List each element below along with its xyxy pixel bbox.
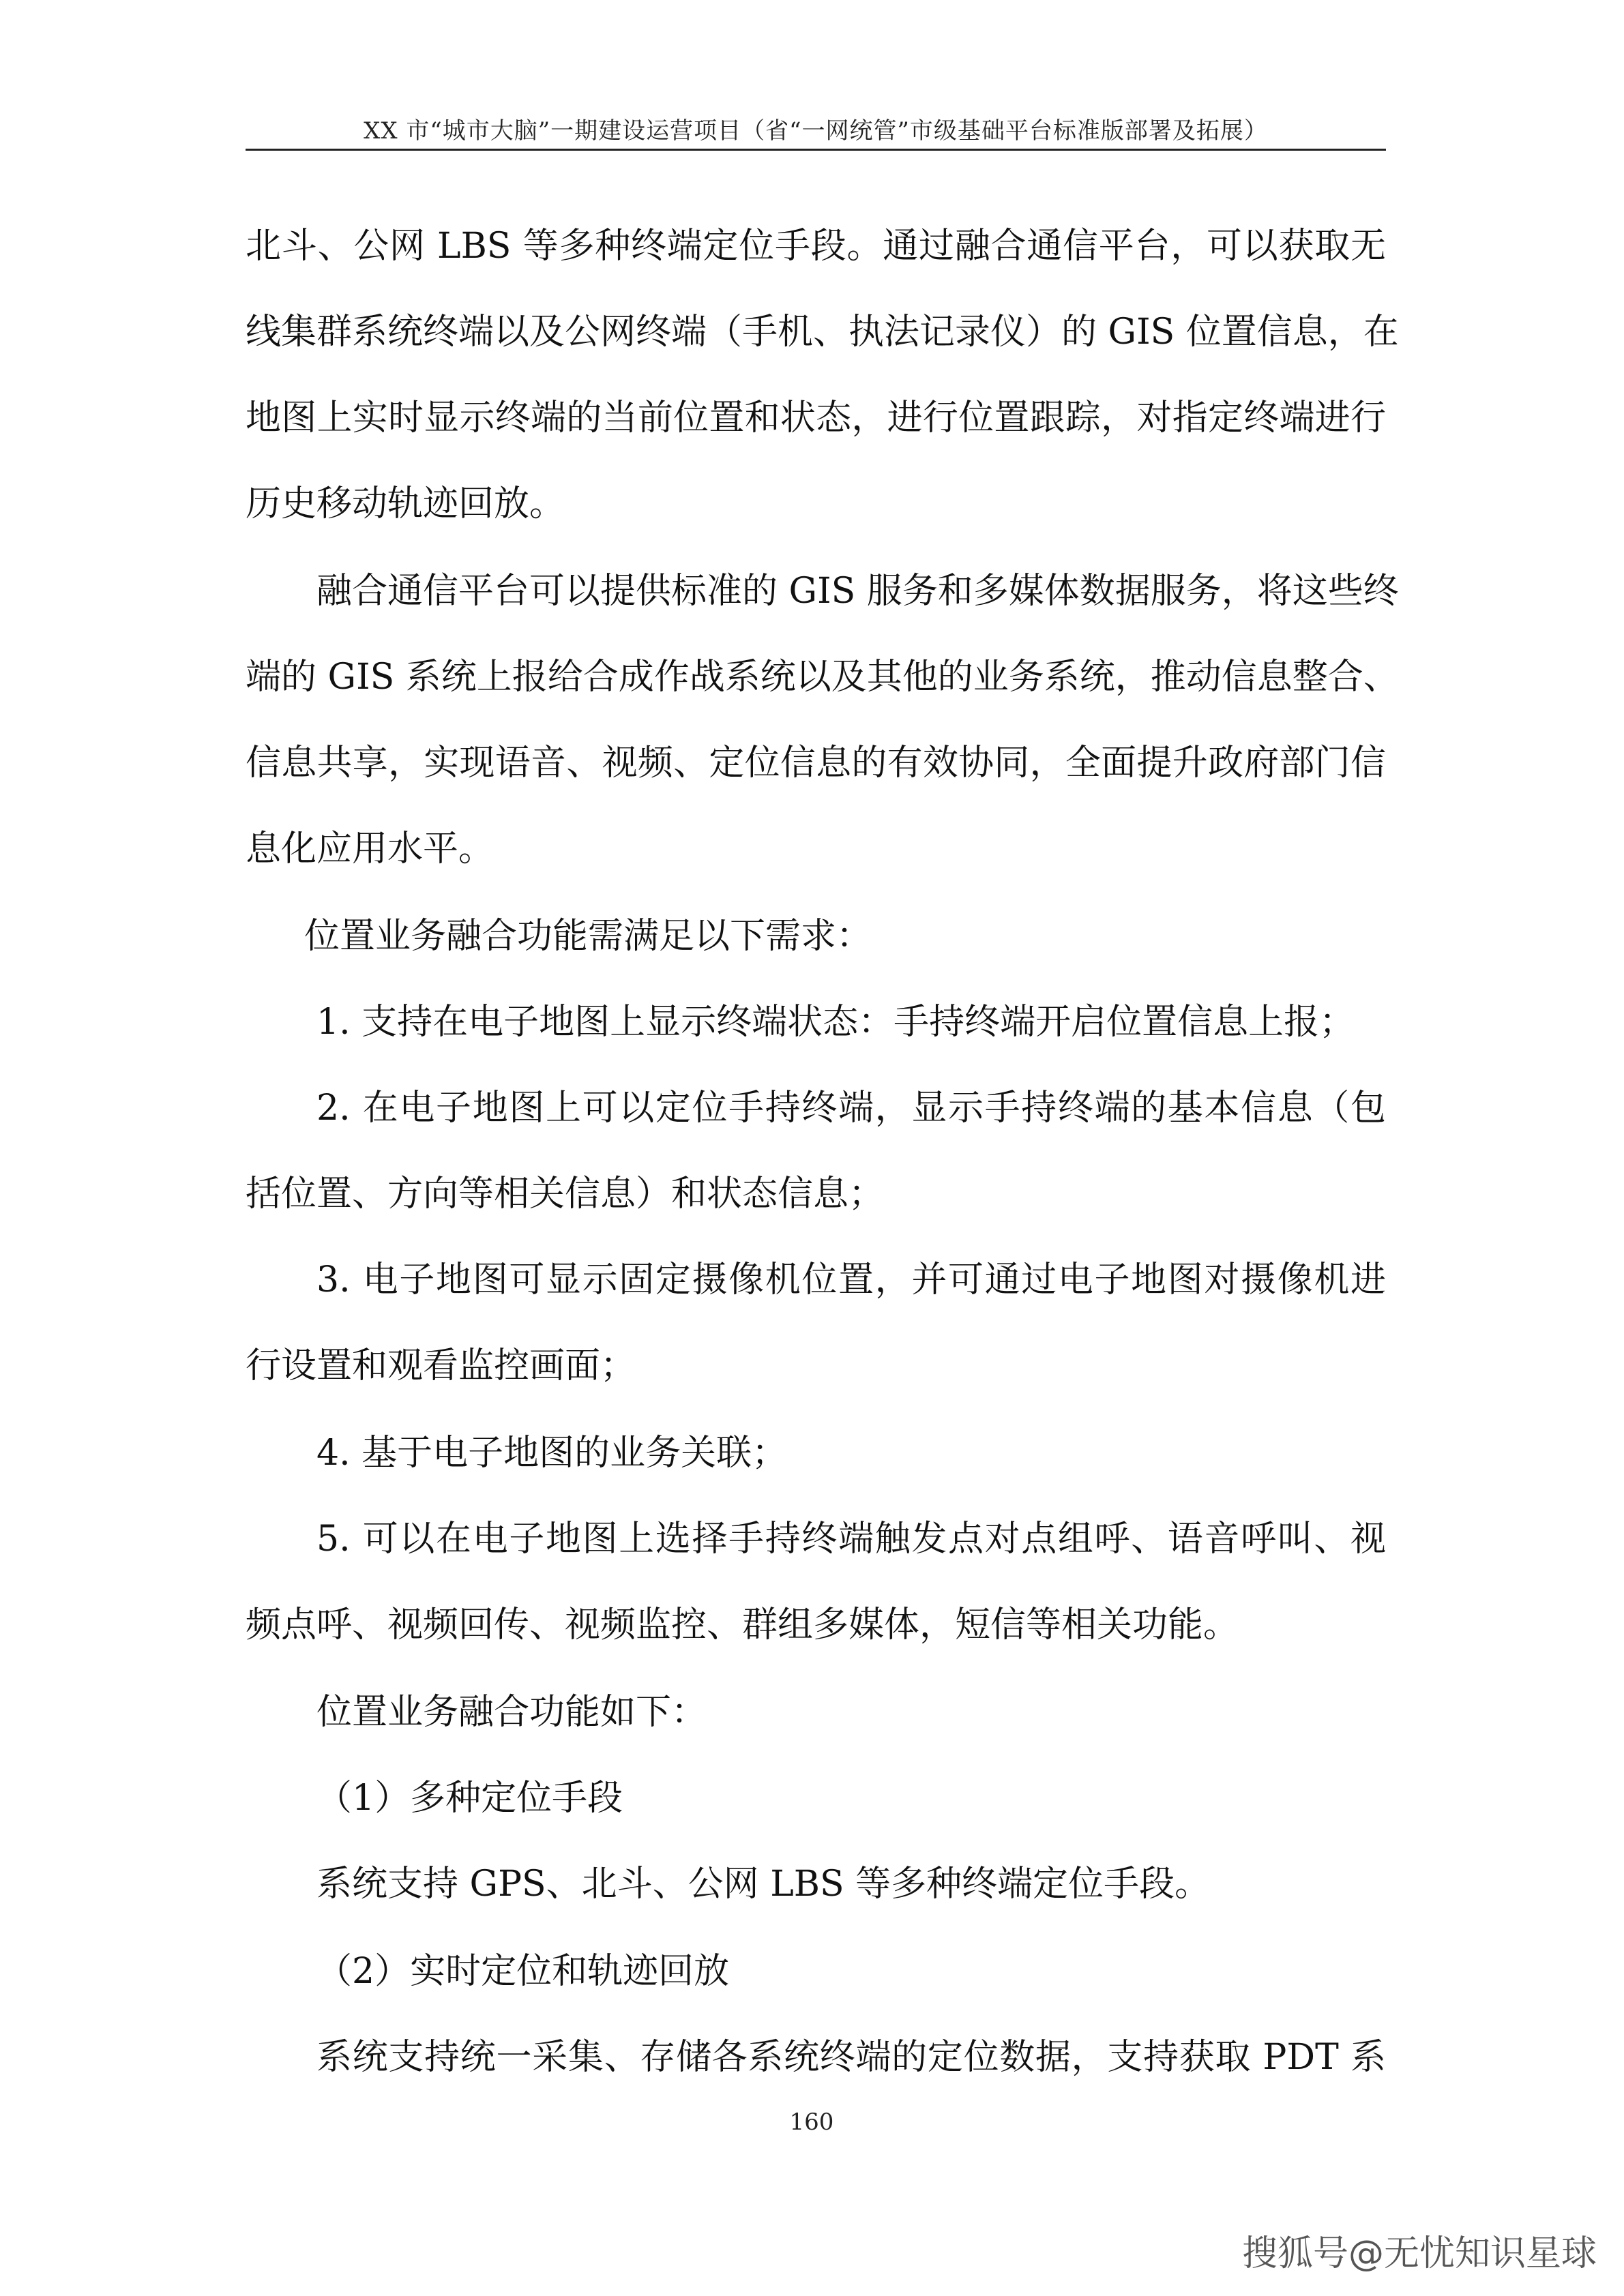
page-number: 160 [789, 2108, 834, 2136]
requirement-item: 4. 基于电子地图的业务关联； [316, 1433, 788, 1474]
requirement-item: 括位置、方向等相关信息）和状态信息； [246, 1174, 885, 1214]
body-line: 信息共享，实现语音、视频、定位信息的有效协同，全面提升政府部门信 [246, 743, 1386, 784]
body-line: 系统支持 GPS、北斗、公网 LBS 等多种终端定位手段。 [316, 1864, 1211, 1905]
body-line: 端的 GIS 系统上报给合成作战系统以及其他的业务系统，推动信息整合、 [246, 657, 1399, 698]
body-line: 融合通信平台可以提供标准的 GIS 服务和多媒体数据服务，将这些终 [316, 571, 1399, 612]
running-header: XX 市“城市大脑”一期建设运营项目（省“一网统管”市级基础平台标准版部署及拓展） [364, 117, 1268, 145]
requirement-item: 行设置和观看监控画面； [246, 1345, 636, 1386]
header-divider [246, 149, 1386, 151]
requirement-item: 3. 电子地图可显示固定摄像机位置，并可通过电子地图对摄像机进 [316, 1259, 1386, 1300]
section-heading: （2）实时定位和轨迹回放 [316, 1951, 730, 1992]
body-line: 地图上实时显示终端的当前位置和状态，进行位置跟踪，对指定终端进行 [246, 398, 1386, 438]
requirement-item: 2. 在电子地图上可以定位手持终端，显示手持终端的基本信息（包 [316, 1088, 1386, 1129]
requirement-item: 5. 可以在电子地图上选择手持终端触发点对点组呼、语音呼叫、视 [316, 1519, 1386, 1560]
requirement-item: 1. 支持在电子地图上显示终端状态：手持终端开启位置信息上报； [316, 1002, 1355, 1043]
body-line: 北斗、公网 LBS 等多种终端定位手段。通过融合通信平台，可以获取无 [246, 226, 1386, 267]
body-line: 线集群系统终端以及公网终端（手机、执法记录仪）的 GIS 位置信息，在 [246, 312, 1399, 353]
watermark-text: 搜狐号@无忧知识星球 [1241, 2233, 1597, 2274]
body-line: 息化应用水平。 [246, 829, 494, 869]
body-line: 系统支持统一采集、存储各系统终端的定位数据，支持获取 PDT 系 [316, 2037, 1386, 2078]
body-line: 历史移动轨迹回放。 [246, 483, 565, 524]
body-line: 位置业务融合功能需满足以下需求： [304, 916, 872, 957]
requirement-item: 频点呼、视频回传、视频监控、群组多媒体，短信等相关功能。 [246, 1605, 1239, 1645]
body-line: 位置业务融合功能如下： [316, 1692, 707, 1733]
section-heading: （1）多种定位手段 [316, 1778, 623, 1819]
